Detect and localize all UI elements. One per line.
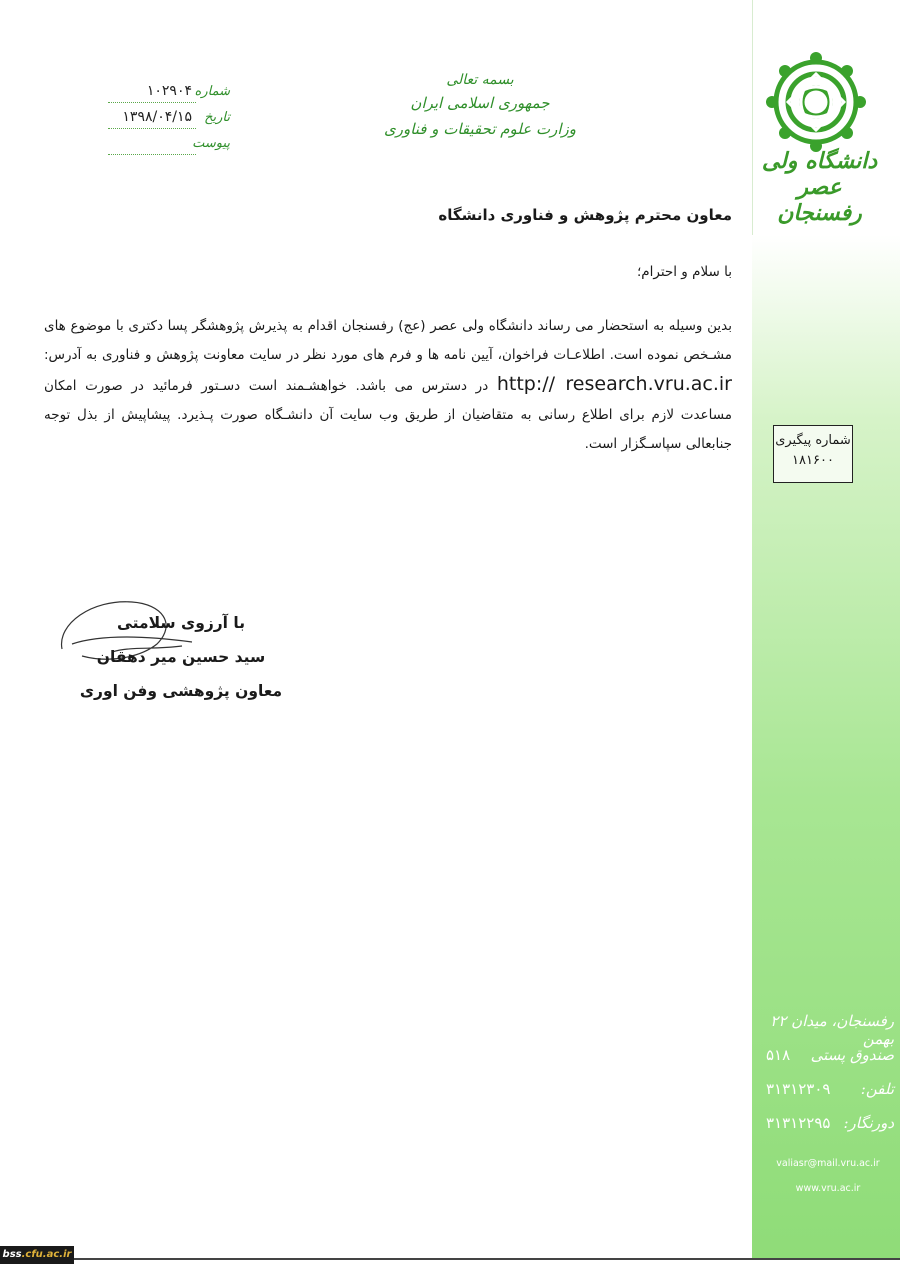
attachment-line	[108, 154, 196, 155]
letter-meta	[96, 84, 236, 162]
number-label: شماره	[194, 84, 230, 99]
body-part-1: بدین وسیله به استحضار می رساند دانشگاه ولی عصر (عج) رفسنجان اقدام به پذیرش پژوهشگر پسا دکتری با موضوع های مشـخص نموده است. اطلاعـات فراخوان، آیین نامه ها و فرم های مورد نظر در سایت معاونت پژوهش و فناوری به آدرس:	[44, 318, 732, 363]
body-part-2: در دسترس می باشد. خواهشـمند است دسـتور فرمائید در صورت امکان مساعدت لازم برای اطلاع رسانی به متقاضیان از طریق وب سایت آن دانشـگاه صورت پـذیرد. پیشاپیش از بذل توجه جنابعالی سپاسـگزار است.	[44, 378, 732, 452]
po-box-value: ۵۱۸	[766, 1046, 791, 1064]
footer-line	[0, 1258, 900, 1260]
number-row	[96, 84, 236, 110]
phone-label: تلفن:	[860, 1080, 894, 1098]
university-logo-icon	[766, 52, 866, 152]
ministry-name: وزارت علوم تحقیقات و فناوری	[383, 120, 577, 138]
tracking-box	[773, 425, 853, 483]
watermark-part-1: bss	[2, 1249, 22, 1260]
signature-closing: با آرزوی سلامتی	[116, 614, 246, 632]
republic-name: جمهوری اسلامی ایران	[410, 94, 550, 112]
university-name: دانشگاه ولی عصر رفسنجان	[761, 148, 878, 226]
fax-value: ۳۱۳۱۲۲۹۵	[766, 1114, 831, 1132]
signature-name: سید حسین میر دهقان	[96, 648, 266, 666]
greeting: با سلام و احترام؛	[636, 264, 732, 280]
signature-title: معاون پژوهشی وفن اوری	[79, 682, 283, 700]
phone-value: ۳۱۳۱۲۳۰۹	[766, 1080, 831, 1098]
fax-row	[762, 1114, 894, 1148]
attachment-label: پیوست	[192, 136, 230, 151]
attachment-row	[96, 136, 236, 162]
number-value: ۱۰۲۹۰۴	[146, 83, 192, 99]
date-row	[96, 110, 236, 136]
po-box-label: صندوق پستی	[810, 1046, 894, 1064]
watermark-part-2: .cfu.ac.ir	[21, 1249, 72, 1260]
tracking-label: شماره پیگیری	[775, 433, 851, 448]
watermark-badge	[0, 1246, 74, 1264]
signature-block	[52, 594, 283, 714]
phone-row	[762, 1080, 894, 1114]
number-line	[108, 102, 196, 103]
address-block	[762, 1012, 894, 1194]
research-url-link[interactable]: http:// research.vru.ac.ir	[496, 373, 732, 395]
website-link[interactable]: www.vru.ac.ir	[795, 1183, 861, 1194]
address-city: رفسنجان، میدان ۲۲ بهمن	[770, 1012, 894, 1048]
letter-body	[44, 312, 732, 459]
email-link[interactable]: valiasr@mail.vru.ac.ir	[776, 1158, 880, 1169]
basmala: بسمه تعالی	[446, 72, 514, 88]
po-box-row	[762, 1046, 894, 1080]
date-label: تاریخ	[204, 110, 230, 125]
date-value: ۱۳۹۸/۰۴/۱۵	[122, 109, 192, 125]
date-line	[108, 128, 196, 129]
tracking-value: ۱۸۱۶۰۰	[792, 453, 834, 468]
fax-label: دورنگار:	[843, 1114, 894, 1132]
official-header	[380, 72, 580, 138]
signature-text	[66, 606, 296, 708]
recipient: معاون محترم پژوهش و فناوری دانشگاه	[438, 206, 732, 224]
